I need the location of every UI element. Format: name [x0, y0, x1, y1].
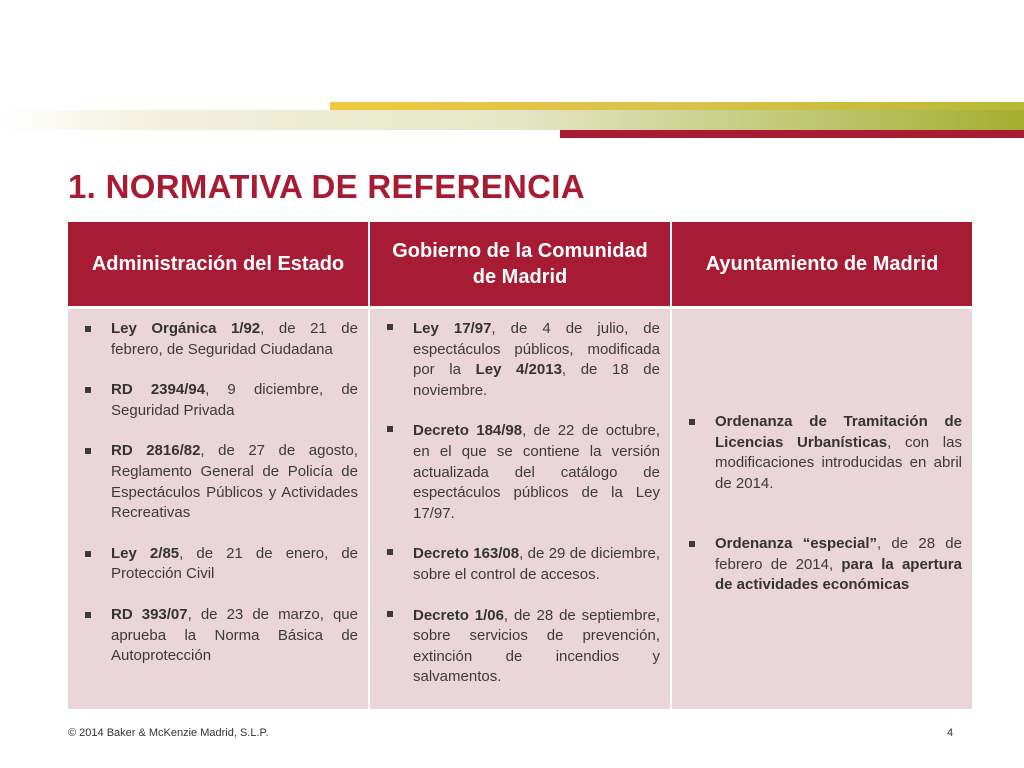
law-description: , de 23 de marzo, que aprueba la Norma Básica de Autoprotección — [111, 605, 358, 665]
law-description: , de 4 de julio, de espectáculos públicos, modificada por la — [413, 320, 660, 379]
law-reference: Ley 2/85 — [111, 544, 180, 562]
law-reference: Decreto 163/08 — [413, 545, 520, 563]
square-bullet-icon — [387, 611, 393, 617]
column-estado — [68, 309, 368, 709]
law-reference-secondary: para la apertura de actividades económicas — [715, 555, 962, 594]
law-reference: Ley 17/97 — [413, 320, 492, 337]
list-item — [380, 421, 660, 524]
law-description: , de 21 de febrero, de Seguridad Ciudadana — [111, 320, 358, 358]
square-bullet-icon — [85, 448, 91, 454]
decorative-stripe-red — [560, 130, 1024, 138]
decorative-stripe-gold — [330, 102, 1024, 110]
square-bullet-icon — [689, 541, 695, 547]
header-comunidad-madrid: Gobierno de la Comunidad de Madrid — [370, 222, 670, 306]
list-item — [78, 380, 358, 421]
list-item — [682, 534, 962, 596]
list-item — [380, 606, 660, 688]
column-ayuntamiento — [672, 309, 972, 709]
list-item — [380, 544, 660, 585]
square-bullet-icon — [85, 387, 91, 393]
decorative-stripe-olive — [0, 110, 1024, 130]
list-item — [682, 412, 962, 494]
law-description: , de 29 de diciembre, sobre el control de accesos. — [413, 545, 660, 583]
regulations-table — [68, 222, 972, 709]
law-reference: RD 2816/82 — [111, 442, 201, 460]
law-description: , de 28 de septiembre, sobre servicios de prevención, extinción de incendios y salvamentos. — [413, 606, 660, 686]
square-bullet-icon — [387, 549, 393, 555]
square-bullet-icon — [387, 426, 393, 432]
law-description-tail: , de 18 de noviembre. — [413, 361, 660, 399]
law-reference: Ley Orgánica 1/92 — [111, 320, 261, 337]
list-item — [380, 319, 660, 401]
law-description: , 9 diciembre, de Seguridad Privada — [111, 381, 359, 419]
law-reference: RD 393/07 — [111, 605, 188, 623]
square-bullet-icon — [387, 324, 393, 330]
law-reference: Ordenanza “especial” — [715, 535, 877, 553]
law-description: , de 21 de enero, de Protección Civil — [111, 544, 358, 583]
column-comunidad — [370, 309, 670, 709]
law-description: , con las modificaciones introducidas en abril de 2014. — [715, 433, 962, 492]
list-item — [78, 544, 358, 585]
square-bullet-icon — [85, 326, 91, 332]
law-reference: RD 2394/94 — [111, 381, 206, 399]
square-bullet-icon — [85, 612, 91, 618]
list-item — [78, 605, 358, 667]
page-number: 4 — [947, 727, 954, 739]
square-bullet-icon — [689, 419, 695, 425]
square-bullet-icon — [85, 551, 91, 557]
law-description: , de 28 de febrero de 2014, — [715, 535, 962, 573]
law-reference: Ordenanza de Tramitación de Licencias Urbanísticas — [715, 412, 962, 451]
law-description: , de 27 de agosto, Reglamento General de Policía de Espectáculos Públicos y Actividades Recreativas — [111, 442, 358, 522]
list-item — [78, 441, 358, 523]
header-ayuntamiento-madrid: Ayuntamiento de Madrid — [672, 222, 972, 306]
law-reference-secondary: Ley 4/2013 — [475, 361, 562, 379]
list-item — [78, 319, 358, 360]
slide-title: 1. NORMATIVA DE REFERENCIA — [68, 168, 585, 205]
law-description: , de 22 de octubre, en el que se contiene la versión actualizada del catálogo de espectáculos públicos de la Ley 17/97. — [413, 422, 660, 522]
header-administracion-estado: Administración del Estado — [68, 222, 368, 306]
law-reference: Decreto 184/98 — [413, 422, 523, 440]
law-reference: Decreto 1/06 — [413, 606, 504, 624]
copyright-notice: © 2014 Baker & McKenzie Madrid, S.L.P. — [68, 727, 269, 739]
